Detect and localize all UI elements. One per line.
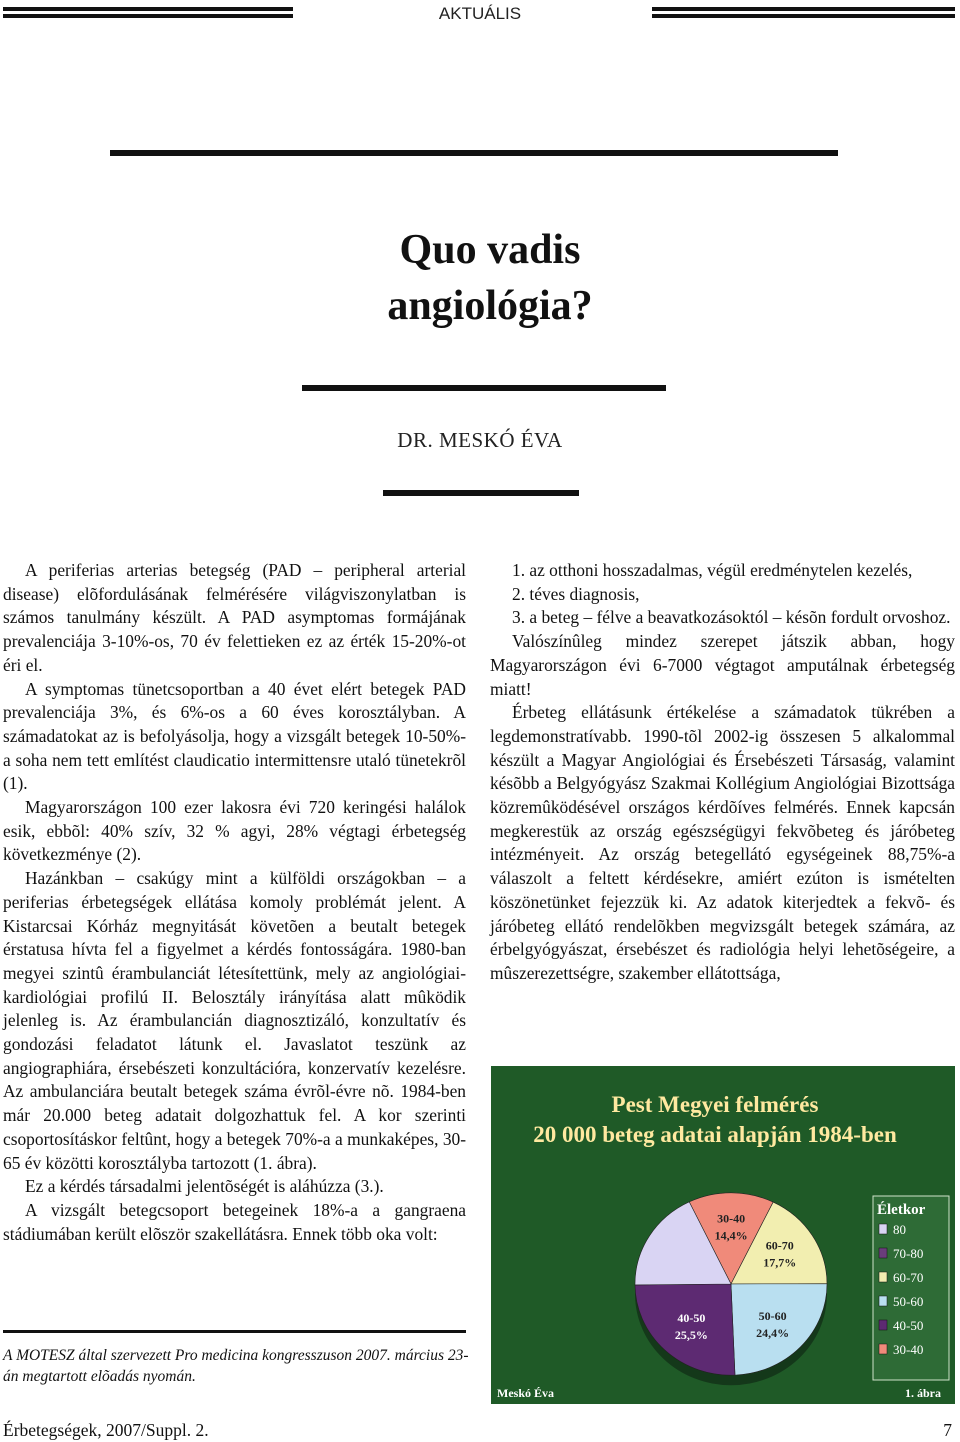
chart-title-line-2: 20 000 beteg adatai alapján 1984-ben — [533, 1122, 897, 1147]
legend-label: 80 — [893, 1222, 906, 1237]
pie-label-category: 40-50 — [677, 1310, 706, 1325]
figure-label: 1. ábra — [905, 1386, 941, 1400]
paragraph: A periferias arterias betegség (PAD – peripheral arterial disease) elõfordulásának felmérésére világviszonylatban is számos tanulmány készült. A PAD asymptomas formájának prevalenciája 3-10%-os, 70 év felettieken ez az érték 15-20%-ot éri el. — [3, 560, 466, 675]
journal-citation: Érbetegségek, 2007/Suppl. 2. — [3, 1420, 209, 1440]
paragraph: Ez a kérdés társadalmi jelentõségét is aláhúzza (3.). — [25, 1176, 384, 1197]
title-rule-top — [110, 150, 838, 156]
chart-title-line-1: Pest Megyei felmérés — [611, 1092, 819, 1117]
list-item: 2. téves diagnosis, — [512, 583, 640, 604]
pie-label-category: 60-70 — [765, 1238, 794, 1253]
header-rule-right-bottom — [652, 14, 955, 18]
title-line-1: Quo vadis — [399, 227, 581, 273]
paragraph: Magyarországon 100 ezer lakosra évi 720 keringési halálok esik, ebbõl: 40% szív, 32 % agyi, 28% végtagi érbetegség következménye (2). — [3, 797, 466, 865]
legend-swatch — [879, 1224, 887, 1234]
list-item: 3. a beteg – félve a beavatkozásoktól – késõn fordult orvoshoz. — [512, 607, 951, 628]
right-column — [490, 559, 955, 986]
paragraph: Érbeteg ellátásunk értékelése a számadatok tükrében a legdemonstratívabb. 1990-tõl 2002-ig összesen 5 alkalommal készült a Magyar Angiológiai és Érsebészeti Társaság, valamint késõbb a Belgyógyász Szakmai Kollégium Angiológiai Bizottsága közremûködésével országos kérdõíves felmérés. Ennek kapcsán megkerestük az ország egészségügyi fekvõbeteg és járóbeteg intézményeit. Az ország betegellátó egységeinek 88,75%-a válaszolt a feltett kérdésekre, amiért ezúton is ismételten köszönetünket fejezzük ki. Az adatok kiterjedtek a fekvõ- és járóbeteg ellátó rendelõkben megvizsgált betegek számára, az érbelgyógyászat, érsebészet és radiológia helyi lehetõségeire, a mûszerezettségre, szakember ellátottsága, — [490, 702, 955, 983]
legend-swatch — [879, 1296, 887, 1306]
page-number: 7 — [943, 1420, 952, 1440]
legend-title: Életkor — [877, 1202, 926, 1218]
paragraph: Hazánkban – csakúgy mint a külföldi országokban – a periferias érbetegségek ellátása komoly problémát jelent. A Kistarcsai Kórház megnyitását követõen a beutalt betegek érstatusa hívta fel a figyelmet a kérdés fontosságára. 1980-ban megyei szintû érambulanciát létesítettünk, mely az angiológiai-kardiológiai profilú II. Belosztály irányítása alatt mûködik jelenleg is. Az érambulancián diagnosztizáló, konzultatív és gondozási feladatot látunk el. Javaslatot teszünk az angiographiára, érsebészeti konzultációra, konzervatív kezelésre. Az ambulanciára beutalt betegek száma évrõl-évre nõ. 1984-ben már 20.000 beteg adatait dolgozhattuk fel. A kor szerinti csoportosításkor feltûnt, hogy a betegek 70%-a a munkaképes, 30-65 év közötti korosztályba tartozott (1. ábra). — [3, 868, 466, 1173]
pie-label-category: 50-60 — [758, 1308, 787, 1323]
title-rule-bottom — [302, 385, 666, 391]
legend-swatch — [879, 1320, 887, 1330]
legend-label: 40-50 — [893, 1318, 924, 1333]
section-label: AKTUÁLIS — [438, 4, 522, 23]
left-column — [3, 559, 466, 1246]
paragraph: Valószínûleg mindez szerepet játszik abban, hogy Magyarországon évi 6-7000 végtagot amputálnak érbetegség miatt! — [490, 631, 955, 699]
paragraph: A symptomas tünetcsoportban a 40 évet elért betegek PAD prevalenciája 3%, és 6%-os a 60 éves korosztályban. A számadatokat az is befolyásolja, hogy a vizsgált betegek 10-50%-a soha nem tett említést claudicatio intermittensre utaló tünetekrõl (1). — [3, 678, 466, 794]
legend-swatch — [879, 1344, 887, 1354]
legend-label: 50-60 — [893, 1294, 924, 1309]
pie-label-category: 30-40 — [717, 1211, 746, 1226]
pie-chart-svg — [491, 1066, 955, 1404]
legend-label: 30-40 — [893, 1342, 924, 1357]
legend-label: 70-80 — [893, 1246, 924, 1261]
title-line-2: angiológia? — [387, 283, 593, 329]
header-rule-right-top — [652, 7, 955, 11]
article-title — [250, 222, 730, 334]
footnote: A MOTESZ által szervezett Pro medicina kongresszuson 2007. március 23-án megtartott elõadás nyomán. — [3, 1347, 469, 1385]
pie-label-value: 25,5% — [674, 1327, 708, 1342]
author-rule — [383, 490, 579, 496]
list-item: 1. az otthoni hosszadalmas, végül eredménytelen kezelés, — [512, 560, 913, 580]
paragraph: A vizsgált betegcsoport betegeinek 18%-a a gangraena stádiumában került elõször szakellátásra. Ennek több oka volt: — [3, 1199, 466, 1244]
figure-pie-chart — [491, 1066, 955, 1404]
legend-label: 60-70 — [893, 1270, 924, 1285]
footnote-rule — [3, 1330, 466, 1333]
legend-swatch — [879, 1272, 887, 1282]
chart-credit: Meskó Éva — [497, 1386, 554, 1400]
author: DR. MESKÓ ÉVA — [397, 428, 563, 452]
pie-label-value: 24,4% — [756, 1325, 790, 1340]
pie-label-value: 14,4% — [714, 1228, 748, 1243]
legend-swatch — [879, 1248, 887, 1258]
pie-label-value: 17,7% — [763, 1255, 797, 1270]
